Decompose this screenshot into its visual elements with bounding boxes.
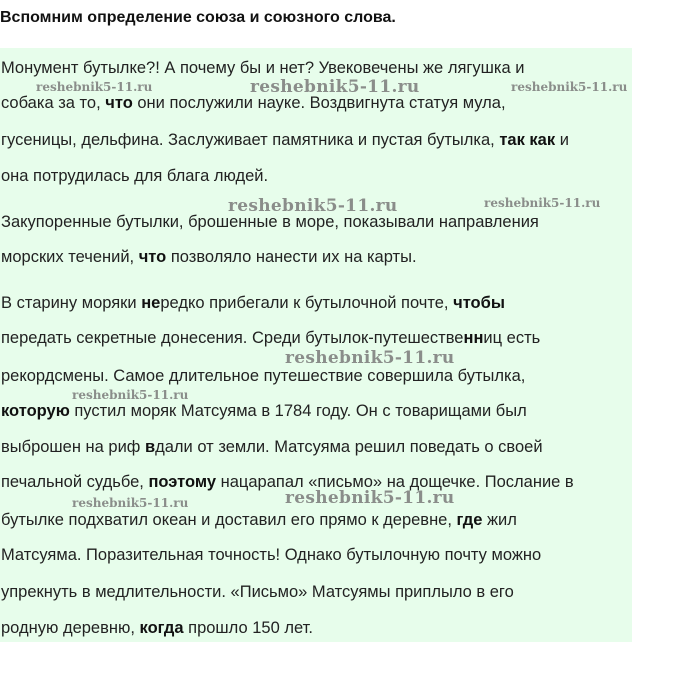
text-segment: позволяло нанести их на карты. xyxy=(166,248,417,266)
text-line xyxy=(1,328,540,348)
text-line xyxy=(1,510,517,530)
watermark: reshebnik5-11.ru xyxy=(285,488,455,508)
text-line xyxy=(1,366,525,386)
text-segment: выброшен на риф xyxy=(1,438,145,456)
text-segment: они послужили науке. Воздвигнута статуя мула, xyxy=(132,94,506,112)
text-segment: упрекнуть в медлительности. «Письмо» Матсуямы приплыло в его xyxy=(1,583,514,601)
highlighted-word: поэтому xyxy=(148,473,217,491)
text-segment: пустил моряк Матсуяма в 1784 году. Он с товарищами был xyxy=(69,402,527,420)
text-segment: передать секретные донесения. Среди бутылок-путешестве xyxy=(1,329,464,347)
text-line xyxy=(1,58,524,78)
text-segment: дали от земли. Матсуяма решил поведать о своей xyxy=(155,438,543,456)
text-segment: Монумент бутылке?! А почему бы и нет? Увековечены же лягушка и xyxy=(1,59,525,77)
text-segment: прошло 150 лет. xyxy=(183,619,313,637)
watermark: reshebnik5-11.ru xyxy=(72,496,189,510)
text-line xyxy=(1,401,527,421)
highlighted-word: не xyxy=(141,294,161,312)
text-segment: гусеницы, дельфина. Заслуживает памятника и пустая бутылка, xyxy=(1,131,500,149)
highlighted-word: когда xyxy=(139,619,184,637)
text-segment: редко прибегали к бутылочной почте, xyxy=(160,294,454,312)
highlighted-word: что xyxy=(138,248,167,266)
text-segment: собака за то, xyxy=(1,94,106,112)
watermark: reshebnik5-11.ru xyxy=(285,348,455,368)
text-line xyxy=(1,130,569,150)
highlighted-word: что xyxy=(105,94,133,112)
text-line xyxy=(1,293,505,313)
watermark: reshebnik5-11.ru xyxy=(484,196,601,210)
highlighted-word: в xyxy=(144,438,156,456)
watermark: reshebnik5-11.ru xyxy=(250,77,420,97)
text-segment: В старину моряки xyxy=(1,294,142,312)
text-segment: жил xyxy=(482,511,517,529)
watermark: reshebnik5-11.ru xyxy=(511,80,628,94)
highlighted-word: чтобы xyxy=(453,294,505,312)
text-segment: бутылке подхватил океан и доставил его прямо к деревне, xyxy=(1,511,457,529)
text-segment: иц есть xyxy=(483,329,541,347)
text-segment: и xyxy=(555,131,569,149)
text-line xyxy=(1,166,268,186)
text-segment: печальной судьбе, xyxy=(1,473,149,491)
text-segment: морских течений, xyxy=(1,248,139,266)
highlighted-word: нн xyxy=(463,329,484,347)
text-segment: родную деревню, xyxy=(1,619,140,637)
highlighted-word: которую xyxy=(1,402,70,420)
text-segment: рекордсмены. Самое длительное путешествие совершила бутылка, xyxy=(1,367,526,385)
text-line xyxy=(1,582,514,602)
text-segment: Матсуяма. Поразительная точность! Однако бутылочную почту можно xyxy=(1,546,542,564)
text-segment: нацарапал «письмо» на дощечке. Послание в xyxy=(216,473,574,491)
heading: Вспомним определение союза и союзного слова. xyxy=(0,9,396,26)
text-segment: она потрудилась для блага людей. xyxy=(1,167,269,185)
watermark: reshebnik5-11.ru xyxy=(36,80,153,94)
watermark: reshebnik5-11.ru xyxy=(72,388,189,402)
highlighted-word: где xyxy=(456,511,483,529)
text-line xyxy=(1,618,313,638)
text-segment: Закупоренные бутылки, брошенные в море, показывали направления xyxy=(1,213,539,231)
text-line xyxy=(1,247,417,267)
text-line xyxy=(1,437,543,457)
highlighted-word: так как xyxy=(499,131,556,149)
text-line xyxy=(1,545,541,565)
watermark: reshebnik5-11.ru xyxy=(228,196,398,216)
